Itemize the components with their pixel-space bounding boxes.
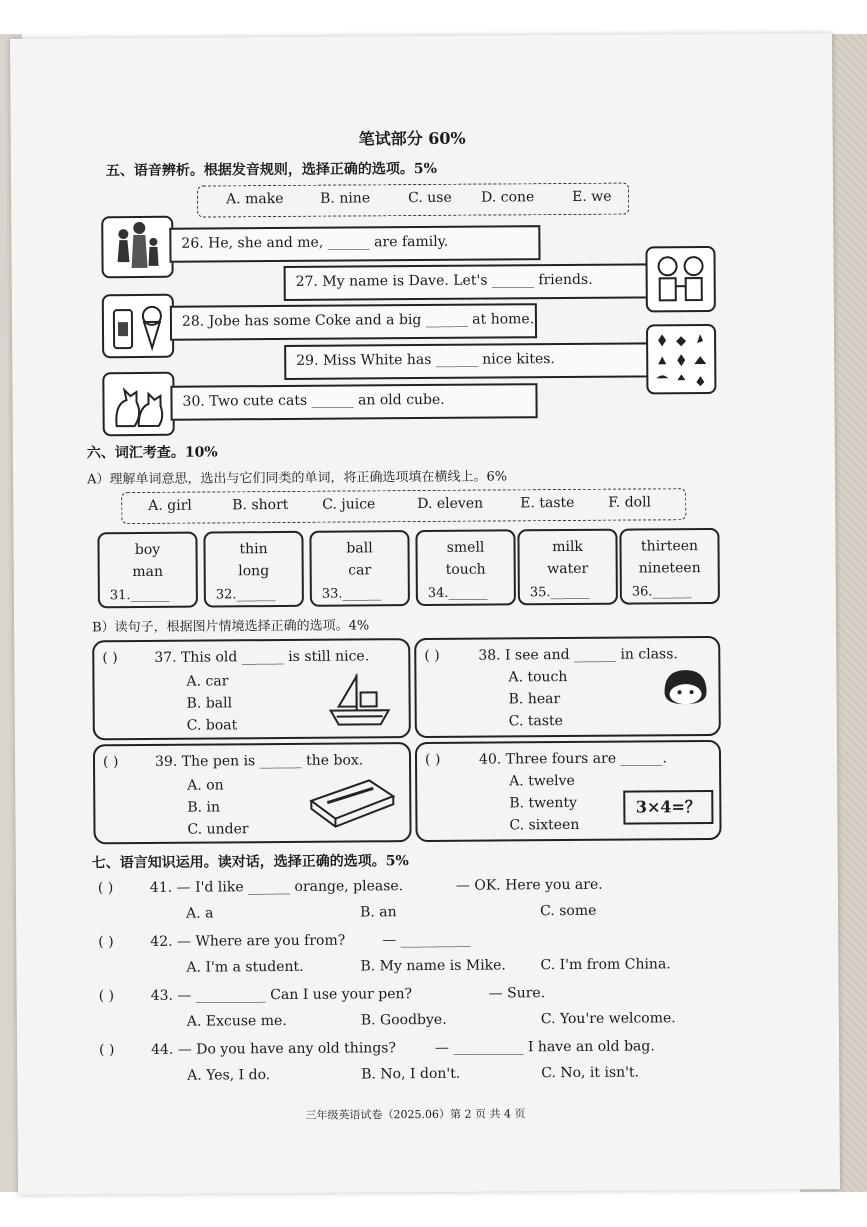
option: C. juice (322, 496, 376, 513)
choice: C. No, it isn't. (541, 1064, 640, 1082)
word: touch (445, 561, 486, 578)
word-group-32 (203, 531, 304, 608)
word: nineteen (638, 560, 701, 577)
kites-picture (646, 324, 716, 394)
option: A. girl (148, 497, 192, 514)
answer-blank-41[interactable]: ( ) (97, 880, 114, 897)
answer-blank-38[interactable]: ( ) (424, 647, 440, 665)
choice: B. hear (508, 691, 561, 708)
choice: A. touch (508, 669, 568, 686)
section6-partA: A）理解单词意思，选出与它们同类的单词，将正确选项填在横线上。6% (87, 469, 508, 488)
option: B. nine (320, 190, 371, 207)
section6-options-box (121, 488, 686, 524)
word: milk (552, 538, 583, 556)
reply-42: — __________ (382, 931, 471, 949)
option: A. make (226, 190, 284, 208)
section5-options-box (197, 183, 629, 218)
pencil-box-icon (303, 774, 399, 831)
question-40: 40. Three fours are ______. (478, 750, 668, 768)
word-group-31 (97, 532, 198, 609)
sentence-28: 28. Jobe has some Coke and a big ______ at home. (181, 311, 535, 330)
word: thirteen (640, 538, 699, 555)
sentence-27: 27. My name is Dave. Let's ______ friends. (295, 271, 593, 290)
answer-blank-43[interactable]: ( ) (98, 988, 115, 1005)
choice: B. an (360, 904, 397, 921)
reply-41: — OK. Here you are. (455, 876, 603, 894)
sentence-box-29 (284, 342, 649, 380)
choice: B. in (187, 799, 221, 816)
choice: C. You're welcome. (540, 1010, 676, 1028)
word: car (348, 562, 372, 579)
question-37: 37. This old ______ is still nice. (154, 648, 370, 666)
answer-blank-34[interactable]: 34.______ (427, 585, 488, 601)
choice: A. Yes, I do. (187, 1067, 271, 1084)
word: ball (346, 540, 373, 557)
choice: A. a (186, 905, 214, 922)
boat-icon (326, 670, 392, 730)
reply-43: — Sure. (488, 985, 546, 1002)
section5-heading: 五、语音辨析。根据发音规则，选择正确的选项。5% (105, 160, 437, 180)
choice: A. on (187, 777, 224, 794)
choice: B. Goodbye. (360, 1011, 447, 1029)
answer-blank-31[interactable]: 31.______ (109, 587, 170, 604)
word: water (547, 560, 589, 578)
sentence-26: 26. He, she and me, ______ are family. (181, 233, 449, 252)
question-44: 44. — Do you have any old things? (150, 1040, 397, 1058)
answer-blank-42[interactable]: ( ) (98, 934, 114, 951)
answer-blank-37[interactable]: ( ) (102, 650, 118, 667)
child-face-icon (660, 666, 710, 708)
friends-picture (645, 246, 715, 312)
choice: C. under (187, 821, 249, 838)
section6-partB: B）读句子，根据图片情境选择正确的选项。4% (92, 618, 370, 636)
choice: B. ball (186, 695, 233, 712)
word: long (238, 563, 270, 580)
word-group-33 (309, 530, 410, 607)
choice: A. I'm a student. (186, 958, 304, 976)
answer-blank-36[interactable]: 36.______ (631, 584, 692, 600)
question-39: 39. The pen is ______ the box. (154, 752, 364, 770)
question-38: 38. I see and ______ in class. (478, 646, 678, 664)
choice: A. car (186, 673, 229, 690)
exam-paper (10, 33, 840, 1195)
option: E. we (572, 188, 612, 205)
option: B. short (232, 496, 289, 514)
option: F. doll (608, 494, 652, 511)
answer-blank-35[interactable]: 35.______ (529, 584, 590, 601)
choice: C. I'm from China. (540, 956, 671, 974)
choice: A. twelve (509, 772, 575, 790)
word-group-34 (415, 529, 516, 606)
sentence-box-27 (284, 263, 649, 301)
answer-blank-39[interactable]: ( ) (102, 754, 119, 771)
question-41: 41. — I'd like ______ orange, please. (149, 878, 404, 896)
choice: A. Excuse me. (186, 1012, 287, 1030)
option: D. eleven (417, 495, 484, 513)
question-43: 43. — __________ Can I use your pen? (150, 986, 413, 1004)
sentence-box-28 (170, 303, 537, 341)
option: E. taste (520, 494, 575, 512)
sentence-box-30 (170, 383, 537, 421)
choice: C. boat (186, 717, 238, 734)
sentence-box-26 (169, 225, 540, 263)
choice: B. My name is Mike. (360, 957, 506, 975)
answer-blank-32[interactable]: 32.______ (215, 587, 276, 603)
sentence-30: 30. Two cute cats ______ an old cube. (182, 391, 445, 410)
choice: B. twenty (509, 794, 578, 812)
word: smell (446, 539, 485, 556)
sentence-29: 29. Miss White has ______ nice kites. (296, 351, 555, 369)
page-footer: 三年级英语试卷（2025.06）第 2 页 共 4 页 (305, 1107, 526, 1122)
question-box-40 (415, 740, 722, 842)
question-box-38 (414, 636, 721, 738)
answer-blank-40[interactable]: ( ) (424, 751, 441, 769)
math-expression: 3×4=？ (623, 790, 713, 825)
page-title: 笔试部分 60% (358, 128, 466, 149)
coke-icecream-picture (102, 294, 174, 359)
question-box-39 (93, 742, 412, 844)
word: man (132, 563, 164, 581)
section6-heading: 六、词汇考查。10% (86, 444, 218, 462)
question-box-37 (92, 638, 411, 740)
section7-heading: 七、语言知识运用。读对话，选择正确的选项。5% (91, 853, 409, 872)
reply-44: — __________ I have an old bag. (434, 1038, 655, 1056)
choice: C. some (540, 902, 597, 920)
word-group-36 (619, 528, 720, 605)
cats-picture (102, 372, 174, 437)
option: D. cone (481, 189, 535, 206)
question-42: 42. — Where are you from? (150, 932, 346, 950)
word-group-35 (517, 529, 618, 606)
answer-blank-33[interactable]: 33.______ (321, 586, 382, 602)
word: boy (134, 541, 161, 559)
background-bottom (0, 1192, 867, 1227)
option: C. use (408, 189, 452, 207)
choice: B. No, I don't. (361, 1065, 461, 1083)
choice: C. sixteen (509, 816, 580, 834)
choice: C. taste (508, 713, 563, 730)
background-top (0, 0, 867, 34)
family-picture (101, 216, 173, 279)
word: thin (239, 541, 268, 558)
answer-blank-44[interactable]: ( ) (98, 1042, 115, 1059)
